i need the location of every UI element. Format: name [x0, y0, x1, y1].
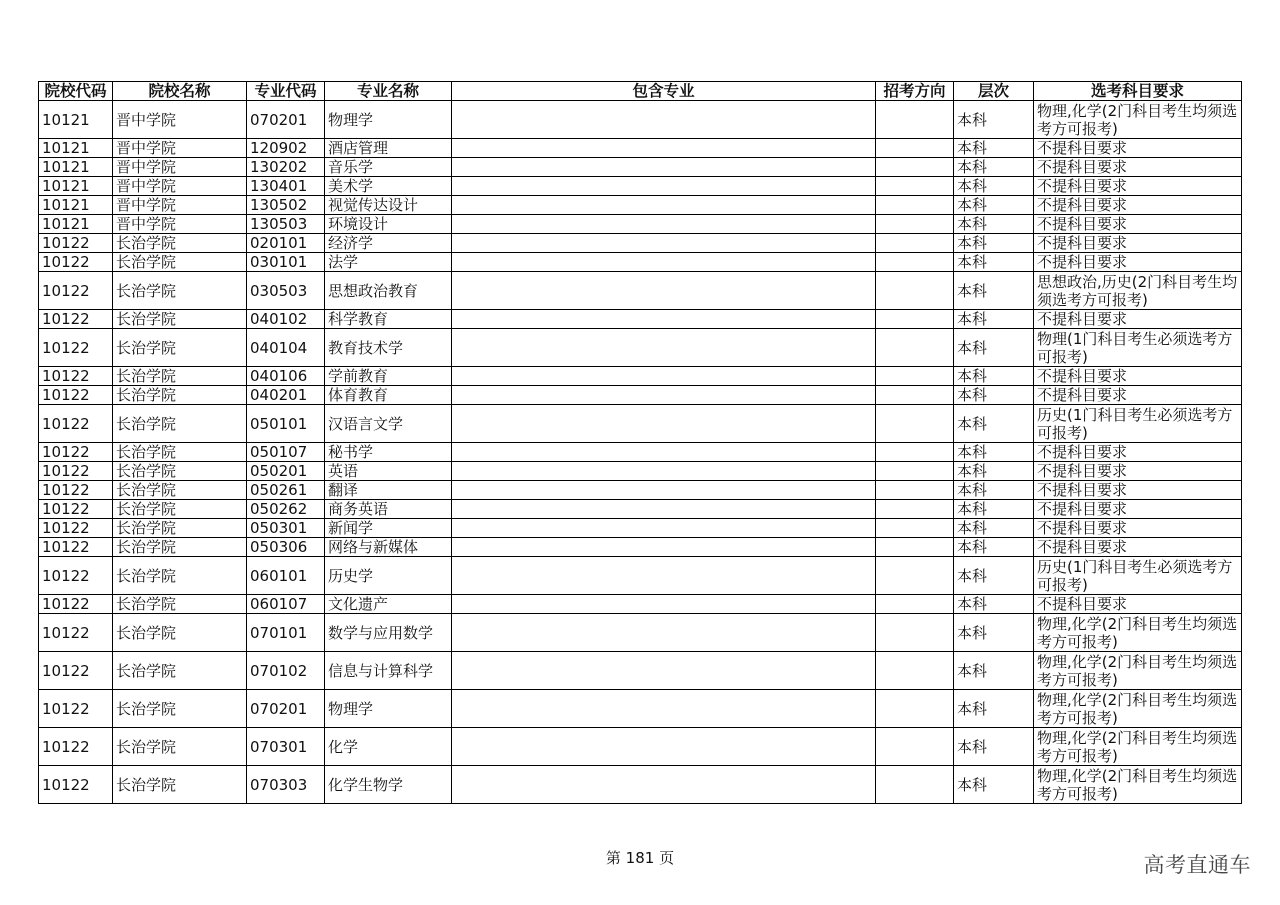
cell-major-name: 法学	[325, 253, 452, 272]
cell-subject-requirement: 物理(1门科目考生必须选考方可报考)	[1034, 329, 1242, 367]
cell-school-name: 晋中学院	[113, 196, 247, 215]
cell-level: 本科	[954, 367, 1034, 386]
cell-major-code: 020101	[247, 234, 325, 253]
cell-school-name: 长治学院	[113, 728, 247, 766]
cell-major-code: 130401	[247, 177, 325, 196]
table-row	[39, 367, 1242, 386]
table-row	[39, 519, 1242, 538]
cell-major-name: 新闻学	[325, 519, 452, 538]
cell-school-code: 10121	[39, 177, 113, 196]
cell-major-code: 060101	[247, 557, 325, 595]
cell-school-code: 10122	[39, 443, 113, 462]
table-body	[39, 101, 1242, 804]
header-included-majors: 包含专业	[452, 82, 876, 101]
cell-major-name: 化学	[325, 728, 452, 766]
cell-included-majors	[452, 158, 876, 177]
cell-school-name: 晋中学院	[113, 139, 247, 158]
header-school-code: 院校代码	[39, 82, 113, 101]
cell-school-name: 长治学院	[113, 557, 247, 595]
table-row	[39, 595, 1242, 614]
header-major-name: 专业名称	[325, 82, 452, 101]
table-row	[39, 481, 1242, 500]
admission-table-wrapper	[38, 81, 1241, 804]
cell-level: 本科	[954, 690, 1034, 728]
cell-direction	[876, 557, 954, 595]
cell-school-code: 10122	[39, 652, 113, 690]
cell-included-majors	[452, 196, 876, 215]
cell-major-code: 070201	[247, 690, 325, 728]
cell-major-code: 070301	[247, 728, 325, 766]
cell-subject-requirement: 不提科目要求	[1034, 538, 1242, 557]
cell-major-code: 050261	[247, 481, 325, 500]
table-row	[39, 652, 1242, 690]
table-row	[39, 139, 1242, 158]
cell-level: 本科	[954, 652, 1034, 690]
cell-school-code: 10122	[39, 690, 113, 728]
cell-level: 本科	[954, 519, 1034, 538]
cell-major-name: 美术学	[325, 177, 452, 196]
cell-subject-requirement: 物理,化学(2门科目考生均须选考方可报考)	[1034, 766, 1242, 804]
cell-included-majors	[452, 367, 876, 386]
cell-major-code: 070102	[247, 652, 325, 690]
cell-major-name: 酒店管理	[325, 139, 452, 158]
cell-subject-requirement: 物理,化学(2门科目考生均须选考方可报考)	[1034, 728, 1242, 766]
cell-school-code: 10122	[39, 462, 113, 481]
cell-level: 本科	[954, 215, 1034, 234]
table-row	[39, 766, 1242, 804]
table-row	[39, 405, 1242, 443]
cell-major-code: 070303	[247, 766, 325, 804]
table-row	[39, 443, 1242, 462]
cell-included-majors	[452, 253, 876, 272]
cell-major-name: 文化遗产	[325, 595, 452, 614]
cell-direction	[876, 500, 954, 519]
cell-included-majors	[452, 595, 876, 614]
table-row	[39, 462, 1242, 481]
cell-school-code: 10122	[39, 519, 113, 538]
cell-major-name: 网络与新媒体	[325, 538, 452, 557]
cell-school-name: 长治学院	[113, 766, 247, 804]
cell-level: 本科	[954, 253, 1034, 272]
cell-school-code: 10122	[39, 766, 113, 804]
cell-major-name: 学前教育	[325, 367, 452, 386]
table-row	[39, 310, 1242, 329]
cell-direction	[876, 652, 954, 690]
cell-level: 本科	[954, 728, 1034, 766]
table-row	[39, 557, 1242, 595]
cell-school-name: 长治学院	[113, 329, 247, 367]
cell-major-name: 教育技术学	[325, 329, 452, 367]
cell-school-code: 10122	[39, 538, 113, 557]
cell-level: 本科	[954, 234, 1034, 253]
cell-level: 本科	[954, 443, 1034, 462]
cell-major-name: 物理学	[325, 690, 452, 728]
cell-major-name: 历史学	[325, 557, 452, 595]
cell-major-name: 物理学	[325, 101, 452, 139]
cell-subject-requirement: 历史(1门科目考生必须选考方可报考)	[1034, 405, 1242, 443]
table-row	[39, 101, 1242, 139]
table-row	[39, 500, 1242, 519]
cell-major-name: 视觉传达设计	[325, 196, 452, 215]
cell-included-majors	[452, 329, 876, 367]
cell-direction	[876, 728, 954, 766]
cell-major-code: 050107	[247, 443, 325, 462]
admission-table	[38, 81, 1242, 804]
table-row	[39, 196, 1242, 215]
cell-direction	[876, 766, 954, 804]
header-school-name: 院校名称	[113, 82, 247, 101]
table-row	[39, 215, 1242, 234]
cell-school-code: 10122	[39, 234, 113, 253]
cell-included-majors	[452, 690, 876, 728]
cell-major-name: 体育教育	[325, 386, 452, 405]
cell-school-name: 晋中学院	[113, 215, 247, 234]
cell-major-code: 030101	[247, 253, 325, 272]
cell-subject-requirement: 物理,化学(2门科目考生均须选考方可报考)	[1034, 101, 1242, 139]
cell-major-name: 思想政治教育	[325, 272, 452, 310]
cell-direction	[876, 481, 954, 500]
cell-direction	[876, 253, 954, 272]
table-row	[39, 614, 1242, 652]
cell-major-name: 化学生物学	[325, 766, 452, 804]
cell-direction	[876, 272, 954, 310]
cell-subject-requirement: 不提科目要求	[1034, 234, 1242, 253]
cell-school-name: 晋中学院	[113, 177, 247, 196]
cell-level: 本科	[954, 139, 1034, 158]
cell-direction	[876, 443, 954, 462]
cell-school-name: 长治学院	[113, 519, 247, 538]
cell-included-majors	[452, 272, 876, 310]
cell-included-majors	[452, 443, 876, 462]
cell-major-name: 汉语言文学	[325, 405, 452, 443]
cell-major-code: 070201	[247, 101, 325, 139]
cell-direction	[876, 215, 954, 234]
cell-school-name: 长治学院	[113, 443, 247, 462]
cell-major-name: 数学与应用数学	[325, 614, 452, 652]
cell-school-name: 长治学院	[113, 234, 247, 253]
cell-direction	[876, 595, 954, 614]
cell-subject-requirement: 历史(1门科目考生必须选考方可报考)	[1034, 557, 1242, 595]
cell-direction	[876, 139, 954, 158]
cell-major-code: 030503	[247, 272, 325, 310]
cell-major-name: 经济学	[325, 234, 452, 253]
cell-level: 本科	[954, 405, 1034, 443]
cell-subject-requirement: 不提科目要求	[1034, 386, 1242, 405]
cell-included-majors	[452, 766, 876, 804]
cell-school-code: 10122	[39, 595, 113, 614]
cell-major-code: 130502	[247, 196, 325, 215]
cell-major-code: 070101	[247, 614, 325, 652]
table-row	[39, 386, 1242, 405]
page-number: 第 181 页	[605, 849, 675, 867]
cell-subject-requirement: 不提科目要求	[1034, 196, 1242, 215]
cell-subject-requirement: 不提科目要求	[1034, 595, 1242, 614]
cell-subject-requirement: 不提科目要求	[1034, 519, 1242, 538]
cell-school-code: 10122	[39, 386, 113, 405]
cell-level: 本科	[954, 595, 1034, 614]
cell-school-name: 长治学院	[113, 367, 247, 386]
cell-school-code: 10122	[39, 614, 113, 652]
cell-school-name: 长治学院	[113, 500, 247, 519]
cell-direction	[876, 538, 954, 557]
cell-school-name: 长治学院	[113, 481, 247, 500]
cell-school-name: 晋中学院	[113, 158, 247, 177]
table-row	[39, 728, 1242, 766]
cell-major-name: 科学教育	[325, 310, 452, 329]
cell-included-majors	[452, 557, 876, 595]
table-row	[39, 234, 1242, 253]
cell-subject-requirement: 不提科目要求	[1034, 139, 1242, 158]
cell-school-code: 10122	[39, 728, 113, 766]
cell-school-code: 10122	[39, 500, 113, 519]
cell-school-name: 长治学院	[113, 405, 247, 443]
table-row	[39, 253, 1242, 272]
cell-direction	[876, 367, 954, 386]
cell-included-majors	[452, 462, 876, 481]
cell-level: 本科	[954, 158, 1034, 177]
cell-subject-requirement: 不提科目要求	[1034, 177, 1242, 196]
cell-major-name: 英语	[325, 462, 452, 481]
cell-major-code: 060107	[247, 595, 325, 614]
cell-included-majors	[452, 538, 876, 557]
cell-direction	[876, 196, 954, 215]
cell-subject-requirement: 不提科目要求	[1034, 253, 1242, 272]
cell-subject-requirement: 不提科目要求	[1034, 215, 1242, 234]
cell-included-majors	[452, 386, 876, 405]
cell-major-code: 130503	[247, 215, 325, 234]
cell-school-code: 10121	[39, 196, 113, 215]
header-row	[39, 82, 1242, 101]
cell-school-code: 10121	[39, 101, 113, 139]
cell-school-name: 长治学院	[113, 462, 247, 481]
cell-major-name: 音乐学	[325, 158, 452, 177]
cell-major-code: 050301	[247, 519, 325, 538]
cell-school-code: 10122	[39, 253, 113, 272]
cell-included-majors	[452, 519, 876, 538]
cell-school-code: 10121	[39, 139, 113, 158]
cell-direction	[876, 690, 954, 728]
cell-included-majors	[452, 234, 876, 253]
cell-school-code: 10121	[39, 158, 113, 177]
cell-level: 本科	[954, 614, 1034, 652]
cell-school-name: 长治学院	[113, 310, 247, 329]
cell-direction	[876, 405, 954, 443]
cell-school-name: 长治学院	[113, 614, 247, 652]
cell-direction	[876, 310, 954, 329]
cell-direction	[876, 614, 954, 652]
cell-school-code: 10122	[39, 367, 113, 386]
cell-direction	[876, 234, 954, 253]
cell-subject-requirement: 不提科目要求	[1034, 367, 1242, 386]
cell-included-majors	[452, 310, 876, 329]
cell-major-code: 040201	[247, 386, 325, 405]
cell-subject-requirement: 不提科目要求	[1034, 500, 1242, 519]
cell-direction	[876, 519, 954, 538]
cell-school-code: 10122	[39, 557, 113, 595]
cell-subject-requirement: 物理,化学(2门科目考生均须选考方可报考)	[1034, 652, 1242, 690]
cell-included-majors	[452, 500, 876, 519]
cell-school-code: 10122	[39, 405, 113, 443]
cell-school-name: 长治学院	[113, 253, 247, 272]
cell-level: 本科	[954, 462, 1034, 481]
cell-level: 本科	[954, 538, 1034, 557]
cell-school-name: 长治学院	[113, 595, 247, 614]
cell-subject-requirement: 不提科目要求	[1034, 443, 1242, 462]
cell-subject-requirement: 不提科目要求	[1034, 462, 1242, 481]
cell-major-code: 040102	[247, 310, 325, 329]
cell-level: 本科	[954, 177, 1034, 196]
cell-major-code: 050101	[247, 405, 325, 443]
cell-included-majors	[452, 215, 876, 234]
cell-subject-requirement: 物理,化学(2门科目考生均须选考方可报考)	[1034, 614, 1242, 652]
cell-direction	[876, 101, 954, 139]
cell-major-name: 秘书学	[325, 443, 452, 462]
cell-school-code: 10122	[39, 310, 113, 329]
cell-direction	[876, 177, 954, 196]
cell-level: 本科	[954, 310, 1034, 329]
cell-level: 本科	[954, 766, 1034, 804]
table-header	[39, 82, 1242, 101]
cell-major-name: 环境设计	[325, 215, 452, 234]
cell-included-majors	[452, 139, 876, 158]
cell-school-name: 长治学院	[113, 690, 247, 728]
cell-level: 本科	[954, 500, 1034, 519]
cell-school-code: 10122	[39, 329, 113, 367]
cell-level: 本科	[954, 272, 1034, 310]
table-row	[39, 272, 1242, 310]
watermark-text: 高考直通车	[1143, 853, 1251, 877]
cell-school-code: 10122	[39, 272, 113, 310]
cell-major-code: 050306	[247, 538, 325, 557]
cell-level: 本科	[954, 557, 1034, 595]
cell-direction	[876, 329, 954, 367]
header-level: 层次	[954, 82, 1034, 101]
cell-major-name: 翻译	[325, 481, 452, 500]
cell-major-name: 商务英语	[325, 500, 452, 519]
cell-school-code: 10121	[39, 215, 113, 234]
cell-included-majors	[452, 101, 876, 139]
cell-direction	[876, 386, 954, 405]
cell-level: 本科	[954, 386, 1034, 405]
cell-subject-requirement: 物理,化学(2门科目考生均须选考方可报考)	[1034, 690, 1242, 728]
cell-included-majors	[452, 177, 876, 196]
header-subject-requirement: 选考科目要求	[1034, 82, 1242, 101]
cell-subject-requirement: 不提科目要求	[1034, 158, 1242, 177]
cell-included-majors	[452, 405, 876, 443]
cell-school-name: 长治学院	[113, 538, 247, 557]
cell-subject-requirement: 思想政治,历史(2门科目考生均须选考方可报考)	[1034, 272, 1242, 310]
cell-major-name: 信息与计算科学	[325, 652, 452, 690]
cell-school-name: 晋中学院	[113, 101, 247, 139]
table-row	[39, 538, 1242, 557]
cell-direction	[876, 462, 954, 481]
table-row	[39, 177, 1242, 196]
cell-major-code: 130202	[247, 158, 325, 177]
table-row	[39, 158, 1242, 177]
cell-included-majors	[452, 652, 876, 690]
cell-included-majors	[452, 614, 876, 652]
cell-level: 本科	[954, 481, 1034, 500]
cell-school-name: 长治学院	[113, 386, 247, 405]
cell-level: 本科	[954, 329, 1034, 367]
cell-major-code: 040106	[247, 367, 325, 386]
cell-level: 本科	[954, 101, 1034, 139]
table-row	[39, 329, 1242, 367]
cell-major-code: 050201	[247, 462, 325, 481]
cell-level: 本科	[954, 196, 1034, 215]
cell-included-majors	[452, 728, 876, 766]
cell-subject-requirement: 不提科目要求	[1034, 481, 1242, 500]
cell-major-code: 040104	[247, 329, 325, 367]
header-direction: 招考方向	[876, 82, 954, 101]
cell-subject-requirement: 不提科目要求	[1034, 310, 1242, 329]
cell-school-code: 10122	[39, 481, 113, 500]
table-row	[39, 690, 1242, 728]
cell-school-name: 长治学院	[113, 652, 247, 690]
cell-major-code: 050262	[247, 500, 325, 519]
cell-major-code: 120902	[247, 139, 325, 158]
cell-direction	[876, 158, 954, 177]
cell-included-majors	[452, 481, 876, 500]
header-major-code: 专业代码	[247, 82, 325, 101]
cell-school-name: 长治学院	[113, 272, 247, 310]
